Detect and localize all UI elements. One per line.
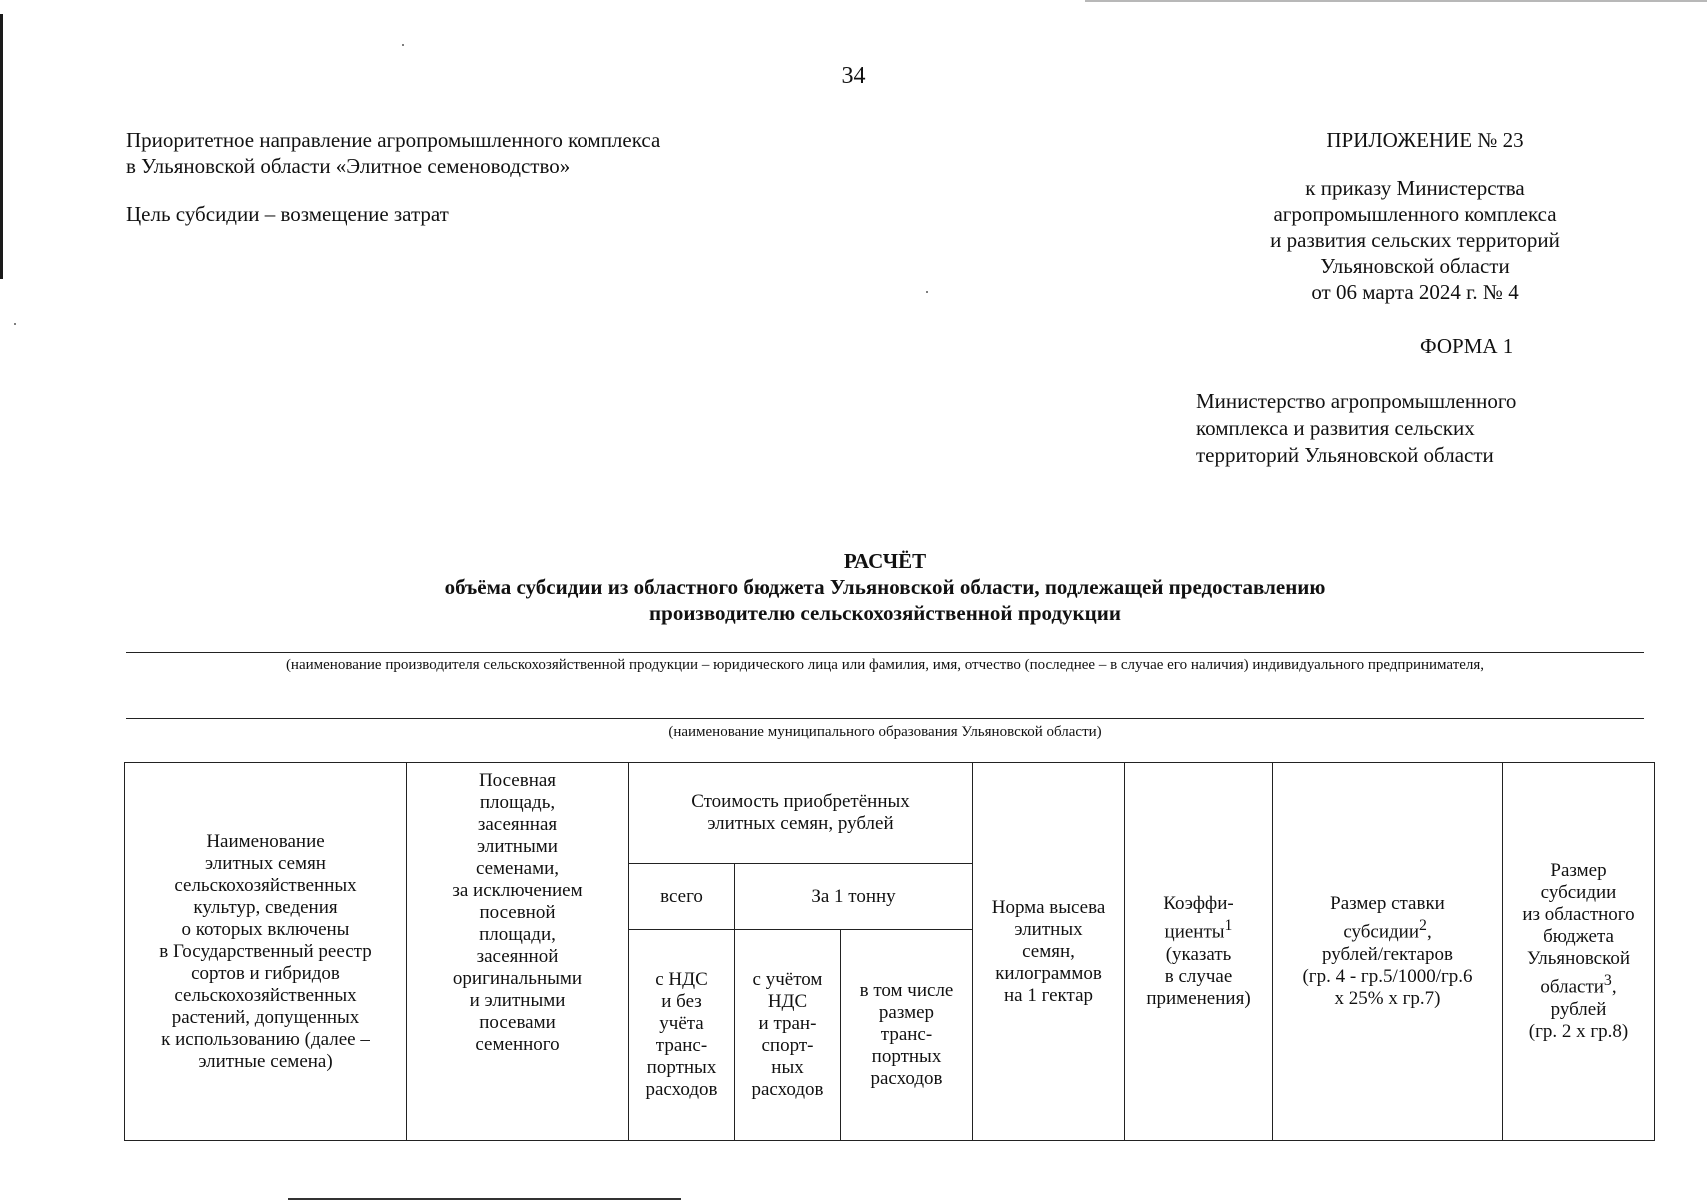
header-left <box>126 127 660 227</box>
footnote-2-mark: 2 <box>1419 917 1427 935</box>
order-line: и развития сельских территорий <box>1270 228 1560 252</box>
producer-name-caption: (наименование производителя сельскохозяйственной продукции – юридического лица или фамилия, имя, отчество (последнее – в случае его наличия) индивидуального предпринимателя, <box>285 657 1485 673</box>
addressee-line: комплекса и развития сельских <box>1196 416 1475 440</box>
title-main: РАСЧЁТ <box>843 549 927 573</box>
producer-name-fill-line <box>126 652 1644 653</box>
priority-direction-line1: Приоритетное направление агропромышленного комплекса <box>126 128 661 152</box>
footnote-3-mark: 3 <box>1603 972 1612 990</box>
header-crop-name: Наименование элитных семян сельскохозяйственных культур, сведения о которых включены в Государственный реестр сортов и гибридов сельскохозяйственных растений, допущенных к использованию (далее – элитные семена) <box>125 763 407 1141</box>
scan-speck <box>402 44 404 46</box>
appendix-block <box>1260 127 1690 305</box>
title-line3: производителю сельскохозяйственной продукции <box>649 601 1121 625</box>
subsidy-goal: Цель субсидии – возмещение затрат <box>126 202 449 226</box>
priority-direction-line2: в Ульяновской области «Элитное семеноводство» <box>126 154 571 178</box>
header-cost-group: Стоимость приобретённых элитных семян, рублей <box>629 763 973 864</box>
header-seeding-norm: Норма высева элитных семян, килограммов на 1 гектар <box>973 763 1125 1141</box>
scan-speck <box>14 323 16 325</box>
scan-edge-left <box>0 14 3 279</box>
addressee-line: Министерство агропромышленного <box>1196 389 1517 413</box>
header-per-ton-transport: в том числе размер транс- портных расходов <box>841 930 973 1141</box>
appendix-title: ПРИЛОЖЕНИЕ № 23 <box>1326 128 1524 152</box>
header-per-ton: За 1 тонну <box>735 864 973 930</box>
header-subsidy-size: Размер субсидии из областного бюджета Ульяновской области$^3$, рублей (гр. 2 х гр.8) <box>1503 763 1655 1141</box>
header-sown-area: Посевная площадь, засеянная элитными семенами, за исключением посевной площади, засеянной оригинальными и элитными посевами семенного <box>407 763 629 1141</box>
municipality-fill-line <box>126 718 1644 719</box>
page-number: 34 <box>841 63 866 89</box>
document-title <box>0 548 1707 626</box>
order-line: Ульяновской области <box>1320 254 1510 278</box>
order-line: к приказу Министерства <box>1305 176 1525 200</box>
addressee <box>1196 388 1516 469</box>
form-label: ФОРМА 1 <box>1420 334 1514 358</box>
header-total: всего <box>629 864 735 930</box>
footnote-1-mark: 1 <box>1224 917 1233 935</box>
scan-edge-top <box>1085 0 1707 2</box>
calculation-table <box>124 762 1655 1141</box>
header-total-vat: с НДС и без учёта транс- портных расходов <box>629 930 735 1141</box>
addressee-line: территорий Ульяновской области <box>1196 443 1494 467</box>
header-coefficients: Коэффи- циенты$^1$ (указать в случае применения) <box>1125 763 1273 1141</box>
order-line: агропромышленного комплекса <box>1273 202 1557 226</box>
title-line2: объёма субсидии из областного бюджета Ульяновской области, подлежащей предоставлению <box>444 575 1326 599</box>
scan-speck <box>926 291 928 293</box>
header-rate: Размер ставки субсидии$^2$, рублей/гектаров (гр. 4 - гр.5/1000/гр.6 х 25% х гр.7) <box>1273 763 1503 1141</box>
order-line: от 06 марта 2024 г. № 4 <box>1311 280 1519 304</box>
header-per-ton-with-transport: с учётом НДС и тран- спорт- ных расходов <box>735 930 841 1141</box>
municipality-caption: (наименование муниципального образования Ульяновской области) <box>668 724 1102 740</box>
appendix-order <box>1180 175 1650 305</box>
